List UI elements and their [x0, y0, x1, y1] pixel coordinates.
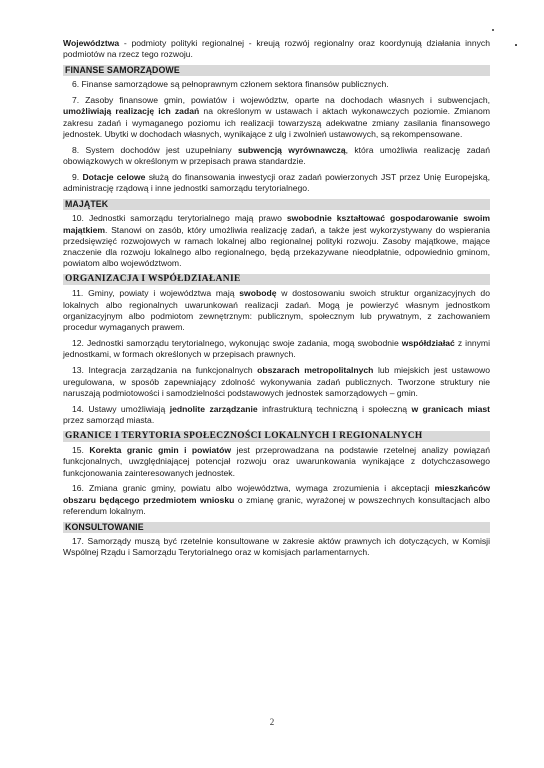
text-run: 6. Finanse samorządowe są pełnoprawnym członem sektora finansów publicznych. [72, 79, 389, 90]
text-run: 14. Ustawy umożliwiają [72, 403, 170, 414]
numbered-paragraph [63, 79, 490, 90]
text-run: przez samorząd miasta. [63, 415, 155, 426]
numbered-paragraph [63, 445, 490, 479]
text-run: 10. Jednostki samorządu terytorialnego mają prawo [72, 213, 287, 224]
text-run: w dostosowaniu swoich struktur organizacyjnych do lokalnych albo regionalnych uwarunkowań realizacji zadań. Mogą je powierzyć własnym jednostkom organizacyjnym albo podmiotom zewnętrznym: publicznym, społecznym lub prywatnym, z zachowaniem procedur wymaganych prawem. [63, 288, 490, 333]
bold-phrase: Korekta granic gmin i powiatów [89, 444, 232, 455]
text-run: - podmioty polityki regionalnej - kreują rozwój regionalny oraz koordynują działania innych podmiotów na rzecz tego rozwoju. [63, 38, 490, 60]
bold-phrase: współdziałać [401, 338, 455, 349]
numbered-paragraph [63, 145, 490, 168]
numbered-paragraph [63, 172, 490, 195]
bold-phrase: umożliwiają realizację ich zadań [63, 106, 200, 117]
text-run: 13. Integracja zarządzania na funkcjonalnych [72, 365, 258, 376]
section-heading: ORGANIZACJA I WSPÓŁDZIAŁANIE [63, 274, 490, 285]
text-run: 11. Gminy, powiaty i województwa mają [72, 288, 240, 299]
text-run: , która umożliwia realizację zadań obowiązkowych w określonym w przepisach prawa standardzie. [63, 144, 490, 167]
bold-phrase: jednolite zarządzanie [169, 403, 258, 414]
page-number: 2 [269, 717, 275, 727]
bold-phrase: obszarach metropolitalnych [257, 365, 374, 376]
numbered-paragraph [63, 483, 490, 517]
text-run: jest przeprowadzana na podstawie rzetelnej analizy powiązań funkcjonalnych, uwzględniającej potencjał rozwoju oraz uwarunkowania wynikające z dotychczasowego funkcjonowania zainteresowanych jednostek. [63, 444, 490, 478]
numbered-paragraph [63, 338, 490, 361]
text-run: infrastrukturą techniczną i społeczną [257, 403, 412, 414]
section-heading: GRANICE I TERYTORIA SPOŁECZNOŚCI LOKALNYCH I REGIONALNYCH [63, 431, 490, 442]
document-body [63, 38, 490, 563]
section-heading: FINANSE SAMORZĄDOWE [63, 65, 490, 76]
numbered-paragraph [63, 536, 490, 559]
bold-phrase: w granicach miast [411, 403, 490, 414]
text-run: 7. Zasoby finansowe gmin, powiatów i województw, oparte na dochodach własnych i subwencjach, [72, 95, 490, 106]
bold-phrase: swobodę [239, 288, 277, 299]
text-run: o zmianę granic, wyrażonej w powszechnych konsultacjach albo referendum lokalnym. [63, 494, 490, 517]
numbered-paragraph [63, 365, 490, 399]
scan-speck [492, 29, 494, 31]
text-run: 12. Jednostki samorządu terytorialnego, wykonując swoje zadania, mogą swobodnie [72, 338, 402, 349]
text-run: 9. [72, 172, 83, 183]
text-run: służą do finansowania inwestycji oraz zadań powierzonych JST przez Unię Europejską, administrację rządową i inne jednostki samorządu terytorialnego. [63, 172, 490, 194]
scan-speck [515, 44, 517, 46]
bold-phrase: subwencją wyrównawczą [238, 144, 346, 155]
text-run: 16. Zmiana granic gminy, powiatu albo województwa, wymaga zrozumienia i akceptacji [72, 483, 435, 494]
text-run: na określonym w ustawach i aktach wykonawczych poziomie. Zmianom zakresu zadań i wymaganego poziomu ich realizacji towarzyszą adekwatne zmiany zasilania finansowego jednostek. Ubytki w dochodach własnych, wynikające z ulg i zwolnień ustawowych, są rekompensowane. [63, 106, 490, 139]
numbered-paragraph [63, 288, 490, 333]
bold-phrase: swobodnie kształtować gospodarowanie swoim majątkiem [63, 213, 490, 235]
intro-paragraph [63, 38, 490, 61]
text-run: 15. [72, 444, 90, 455]
bold-phrase: Dotacje celowe [82, 172, 146, 183]
text-run: z innymi jednostkami, w formach określonych w przepisach prawnych. [63, 338, 490, 360]
text-run: 17. Samorządy muszą być rzetelnie konsultowane w zakresie aktów prawnych ich dotyczących, w Komisji Wspólnej Rządu i Samorządu Terytorialnego oraz w komisjach parlamentarnych. [63, 535, 490, 558]
section-heading: KONSULTOWANIE [63, 522, 490, 533]
numbered-paragraph [63, 95, 490, 140]
numbered-paragraph [63, 404, 490, 427]
bold-phrase: mieszkańców obszaru będącego przedmiotem wniosku [63, 483, 490, 505]
numbered-paragraph [63, 213, 490, 269]
bold-phrase: Województwa [63, 38, 120, 48]
text-run: . Stanowi on zasób, który umożliwia realizację zadań, a także jest wykorzystywany do wspierania przedsięwzięć rozwojowych w ramach lokalnej albo regionalnej polityki rozwoju. Zasoby majątkowe, mające znaczenie dla rozwoju lokalnego albo regionalnego, będą przekazywane nieodpłatnie, odpowiednio gminom, powiatom albo województwom. [63, 224, 490, 269]
text-run: 8. System dochodów jest uzupełniany [72, 144, 239, 155]
section-heading: MAJĄTEK [63, 199, 490, 210]
text-run: lub miejskich jest ustawowo uregulowana, w sposób zapewniający zdolność wykonywania zadań publicznych. Tworzone struktury nie naruszają podmiotowości i samodzielności podstawowych jednostek samorządowych – gmin. [63, 365, 490, 398]
sections-container [63, 65, 490, 558]
